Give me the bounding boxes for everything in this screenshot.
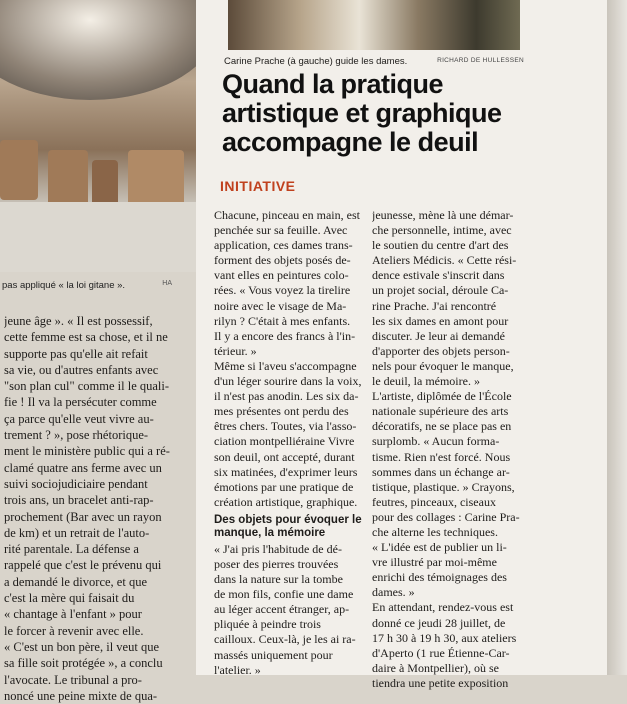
- text-line: application, ces dames trans-: [214, 238, 353, 253]
- text-line: massés uniquement pour: [214, 647, 333, 662]
- text-line: il n'est pas anodin. Les six da-: [214, 389, 359, 404]
- text-line: création artistique, graphique.: [214, 494, 358, 509]
- text-line: de mon fils, confie une dame: [214, 587, 354, 602]
- text-line: trement ? », pose rhétorique-: [4, 428, 149, 443]
- text-line: nationale supérieure des arts: [372, 404, 509, 419]
- text-line: jeunesse, mène là une démar-: [372, 208, 514, 222]
- text-line: rine Prache. J'ai rencontré: [372, 298, 497, 313]
- text-line: c'est la mère qui faisait du: [4, 591, 135, 606]
- text-line: Ateliers Médicis. « Cette rési-: [372, 253, 517, 268]
- text-line: "son plan cul" comme il le quali-: [4, 379, 170, 394]
- text-line: de km) et un retrait de l'auto-: [4, 525, 150, 540]
- text-line: êtres chers. Toutes, via l'asso-: [214, 419, 357, 434]
- text-line: dames. »: [372, 585, 415, 600]
- text-line: a demandé le divorce, et que: [4, 574, 147, 589]
- text-line: ment le ministère public qui a ré-: [4, 444, 170, 459]
- text-line: che personnelle, intime, avec: [372, 223, 512, 238]
- text-line: le soutien du centre d'art des: [372, 238, 509, 253]
- text-line: tistique, plastique. » Crayons,: [372, 479, 515, 494]
- text-line: forment des objets posés de-: [214, 253, 351, 268]
- left-article-column: [4, 313, 190, 704]
- text-line: fie ! Il va la persécuter comme: [4, 395, 157, 410]
- text-line: discuter. Je leur ai demandé: [372, 328, 505, 343]
- text-line: émotions par une pratique de: [214, 479, 354, 494]
- subhead: Des objets pour évoquer le manque, la mémoire: [214, 513, 362, 539]
- article-page: [196, 0, 607, 690]
- text-line: pour des collages : Carine Pra-: [372, 509, 520, 524]
- text-line: noncé une peine mixte de qua-: [4, 688, 158, 703]
- text-line: ciation montpelliéraine Vivre: [214, 434, 355, 449]
- text-line: d'Aperto (1 rue Étienne-Car-: [372, 645, 510, 660]
- text-line: supporte pas qu'elle ait refait: [4, 346, 148, 361]
- text-line: « chantage à l'enfant » pour: [4, 607, 142, 622]
- text-line: le deuil, la mémoire. »: [372, 374, 480, 389]
- text-line: « C'est un bon père, il veut que: [4, 639, 159, 654]
- text-line: En attendant, rendez-vous est: [372, 600, 514, 615]
- text-line: suivi sociojudiciaire pendant: [4, 476, 148, 491]
- text-line: feutres, pinceaux, ciseaux: [372, 494, 496, 509]
- text-line: donné ce jeudi 28 juillet, de: [372, 615, 506, 630]
- courtroom-photo: [0, 0, 196, 272]
- text-line: tiendra une petite exposition: [372, 675, 509, 690]
- text-line: nels pour évoquer le manque,: [372, 358, 514, 373]
- text-line: l'atelier. »: [214, 662, 261, 677]
- text-line: che alterne les techniques.: [372, 524, 498, 539]
- text-line: daire à Montpellier), où se: [372, 660, 499, 675]
- page-fold: [607, 0, 627, 675]
- text-line: six matinées, d'exprimer leurs: [214, 464, 358, 479]
- text-line: tisme. Rien n'est forcé. Nous: [372, 449, 511, 464]
- text-line: penchée sur sa feuille. Avec: [214, 223, 348, 238]
- text-line: l'avocate. Le tribunal a pro-: [4, 672, 142, 687]
- text-line: sa vie, ou d'autres enfants avec: [4, 362, 159, 377]
- workshop-photo: [228, 0, 520, 50]
- text-line: térieur. »: [214, 343, 257, 358]
- text-line: L'artiste, diplômée de l'École: [372, 389, 512, 404]
- text-line: poser des pierres trouvées: [214, 556, 339, 571]
- text-line: clamé quatre ans ferme avec un: [4, 460, 162, 475]
- photo-caption: Carine Prache (à gauche) guide les dames. RICHARD DE HULLESSEN: [224, 56, 524, 67]
- text-line: le forcer à revenir avec elle.: [4, 623, 144, 638]
- text-line: au léger accent étranger, ap-: [214, 602, 350, 617]
- text-line: Même si l'aveu s'accompagne: [214, 358, 357, 373]
- text-line: ça parce qu'elle veut vivre au-: [4, 411, 154, 426]
- text-line: vre illustré par moi-même: [372, 555, 497, 570]
- text-line: « L'idée est de publier un li-: [372, 540, 507, 555]
- article-column-1: [214, 208, 372, 678]
- text-line: Il y a encore des francs à l'in-: [214, 328, 356, 343]
- left-photo-caption: pas appliqué « la loi gitane ». HA: [2, 280, 172, 291]
- text-line: rées. « Vous voyez la tirelire: [214, 283, 351, 298]
- headline: Quand la pratique artistique et graphique accompagne le deuil: [222, 69, 502, 157]
- text-line: décoratifs, ne se place pas en: [372, 419, 512, 434]
- article-column-2: [372, 208, 532, 691]
- text-line: d'un léger sourire dans la voix,: [214, 374, 362, 389]
- text-line: noire avec le visage de Ma-: [214, 298, 347, 313]
- photo-credit: RICHARD DE HULLESSEN: [437, 57, 524, 64]
- text-line: prochement (Bar avec un rayon: [4, 509, 162, 524]
- text-line: dans la nature sur la tombe: [214, 572, 343, 587]
- text-line: cette femme est sa chose, et il ne: [4, 330, 168, 345]
- text-line: « J'ai pris l'habitude de dé-: [214, 541, 342, 556]
- text-line: rité parentale. La défense a: [4, 542, 139, 557]
- text-line: sa fille soit protégée », a conclu: [4, 656, 163, 671]
- text-line: cailloux. Ceux-là, je les ai ra-: [214, 632, 356, 647]
- text-line: dence estivale s'inscrit dans: [372, 268, 505, 283]
- text-line: surplomb. « Aucun forma-: [372, 434, 500, 449]
- text-line: son deuil, ont accepté, durant: [214, 449, 355, 464]
- text-line: sommes dans un échange ar-: [372, 464, 510, 479]
- text-line: jeune âge ». « Il est possessif,: [4, 314, 153, 328]
- text-line: rilyn ? C'était à mes enfants.: [214, 313, 351, 328]
- text-line: un projet social, déroule Ca-: [372, 283, 509, 298]
- text-line: mes présentes ont perdu des: [214, 404, 349, 419]
- text-line: rappelé que c'est le prévenu qui: [4, 558, 162, 573]
- text-line: trois ans, un bracelet anti-rap-: [4, 493, 154, 508]
- text-line: vant elles en peintures colo-: [214, 268, 349, 283]
- left-photo-credit: HA: [162, 280, 172, 287]
- text-line: d'apporter des objets person-: [372, 343, 510, 358]
- text-line: 17 h 30 à 19 h 30, aux ateliers: [372, 630, 517, 645]
- section-rubric: INITIATIVE: [220, 178, 296, 194]
- text-line: pliquée à peindre trois: [214, 617, 321, 632]
- text-line: Chacune, pinceau en main, est: [214, 208, 360, 222]
- text-line: enrichi des témoignages des: [372, 570, 507, 585]
- text-line: les six dames en amont pour: [372, 313, 509, 328]
